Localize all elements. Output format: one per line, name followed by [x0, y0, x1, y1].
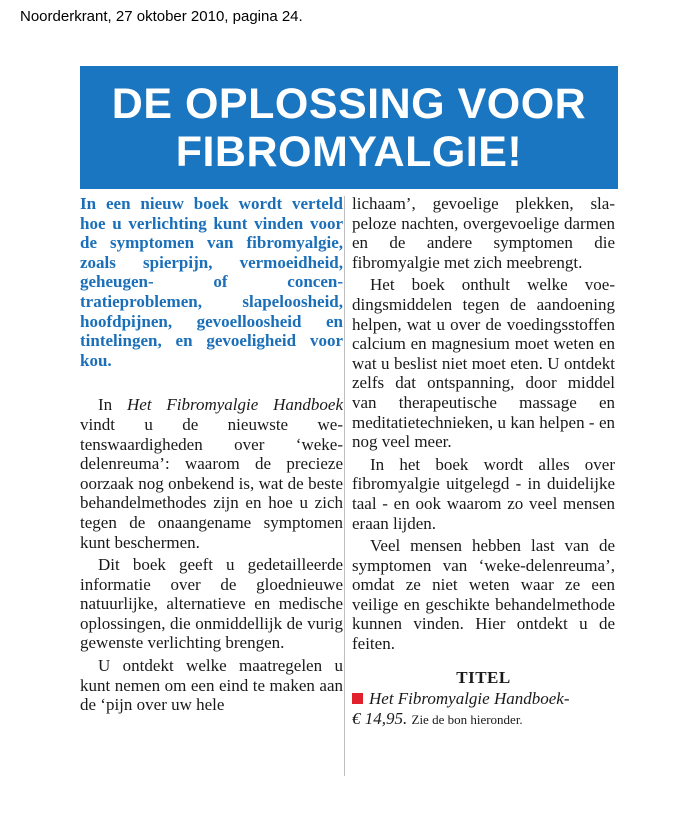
titel-price-line — [352, 709, 615, 730]
body-paragraph: U ontdekt welke maatregelen u kunt nemen om een eind te maken aan de ‘pijn over uw hele — [80, 656, 343, 715]
body-paragraph: Veel mensen hebben last van de symptomen van ‘weke-delenreuma’, omdat ze niet weten waar ze een veilige en geschikte behandelmethode kunnen vinden. Hier ontdekt u de feiten. — [352, 536, 615, 654]
titel-dash: - — [563, 689, 570, 709]
titel-book-name: Het Fibromyalgie Handboek — [369, 689, 564, 709]
article-column-right — [352, 194, 615, 730]
red-square-icon — [352, 693, 363, 704]
headline-banner — [80, 66, 618, 189]
text-run: In — [98, 395, 127, 415]
text-run: vindt u de nieuwste wetenswaardigheden over ‘weke-delenreuma’: waarom de precieze oorzaak nog onbekend is, wat de beste behandelmethodes zijn en hoe u zich tegen de onaangename symptomen kunt beschermen. — [80, 414, 343, 552]
titel-book-line — [352, 689, 615, 709]
titel-note: Zie de bon hieronder. — [411, 712, 523, 728]
intro-paragraph: In een nieuw boek wordt verteld hoe u verlichting kunt vinden voor de symptomen van fibromyalgie, zoals spierpijn, vermoeidheid, geheugen- of concentratieproblemen, slapeloosheid, hoofdpijnen, gevoelloosheid en tintelingen, en gevoeligheid voor kou. — [80, 194, 343, 370]
page-caption: Noorderkrant, 27 oktober 2010, pagina 24. — [20, 8, 303, 25]
headline-line-1: DE OPLOSSING VOOR — [111, 80, 587, 128]
body-paragraph: Dit boek geeft u gedetailleerde informatie over de gloednieuwe natuurlijke, alternatieve en medische oplossingen, die onmiddellijk de vurig gewenste verlichting brengen. — [80, 555, 343, 653]
body-paragraph — [80, 395, 343, 552]
article-column-left — [80, 194, 343, 718]
body-paragraph: Het boek onthult welke voedingsmiddelen tegen de aandoening helpen, wat u over de voedingsstoffen calcium en magnesium moet weten en wat u beslist niet moet eten. U ontdekt zelfs dat ontspanning, door middel van therapeutische massage en meditatietechnieken, u kan helpen - en nog veel meer. — [352, 275, 615, 452]
book-title-inline: Het Fibromyalgie Handboek — [127, 395, 343, 415]
column-divider — [344, 196, 345, 776]
headline-line-2: FIBROMYALGIE! — [175, 128, 523, 176]
titel-price: € 14,95. — [352, 709, 408, 729]
body-paragraph: In het boek wordt alles over fibromyalgie uitgelegd - in duidelijke taal - en ook waarom zo veel mensen eraan lijden. — [352, 454, 615, 533]
titel-heading: TITEL — [456, 667, 511, 687]
body-paragraph: lichaam’, gevoelige plekken, slapeloze nachten, overgevoelige darmen en de andere symptomen die fibromyalgie met zich meebrengt. — [352, 194, 615, 272]
